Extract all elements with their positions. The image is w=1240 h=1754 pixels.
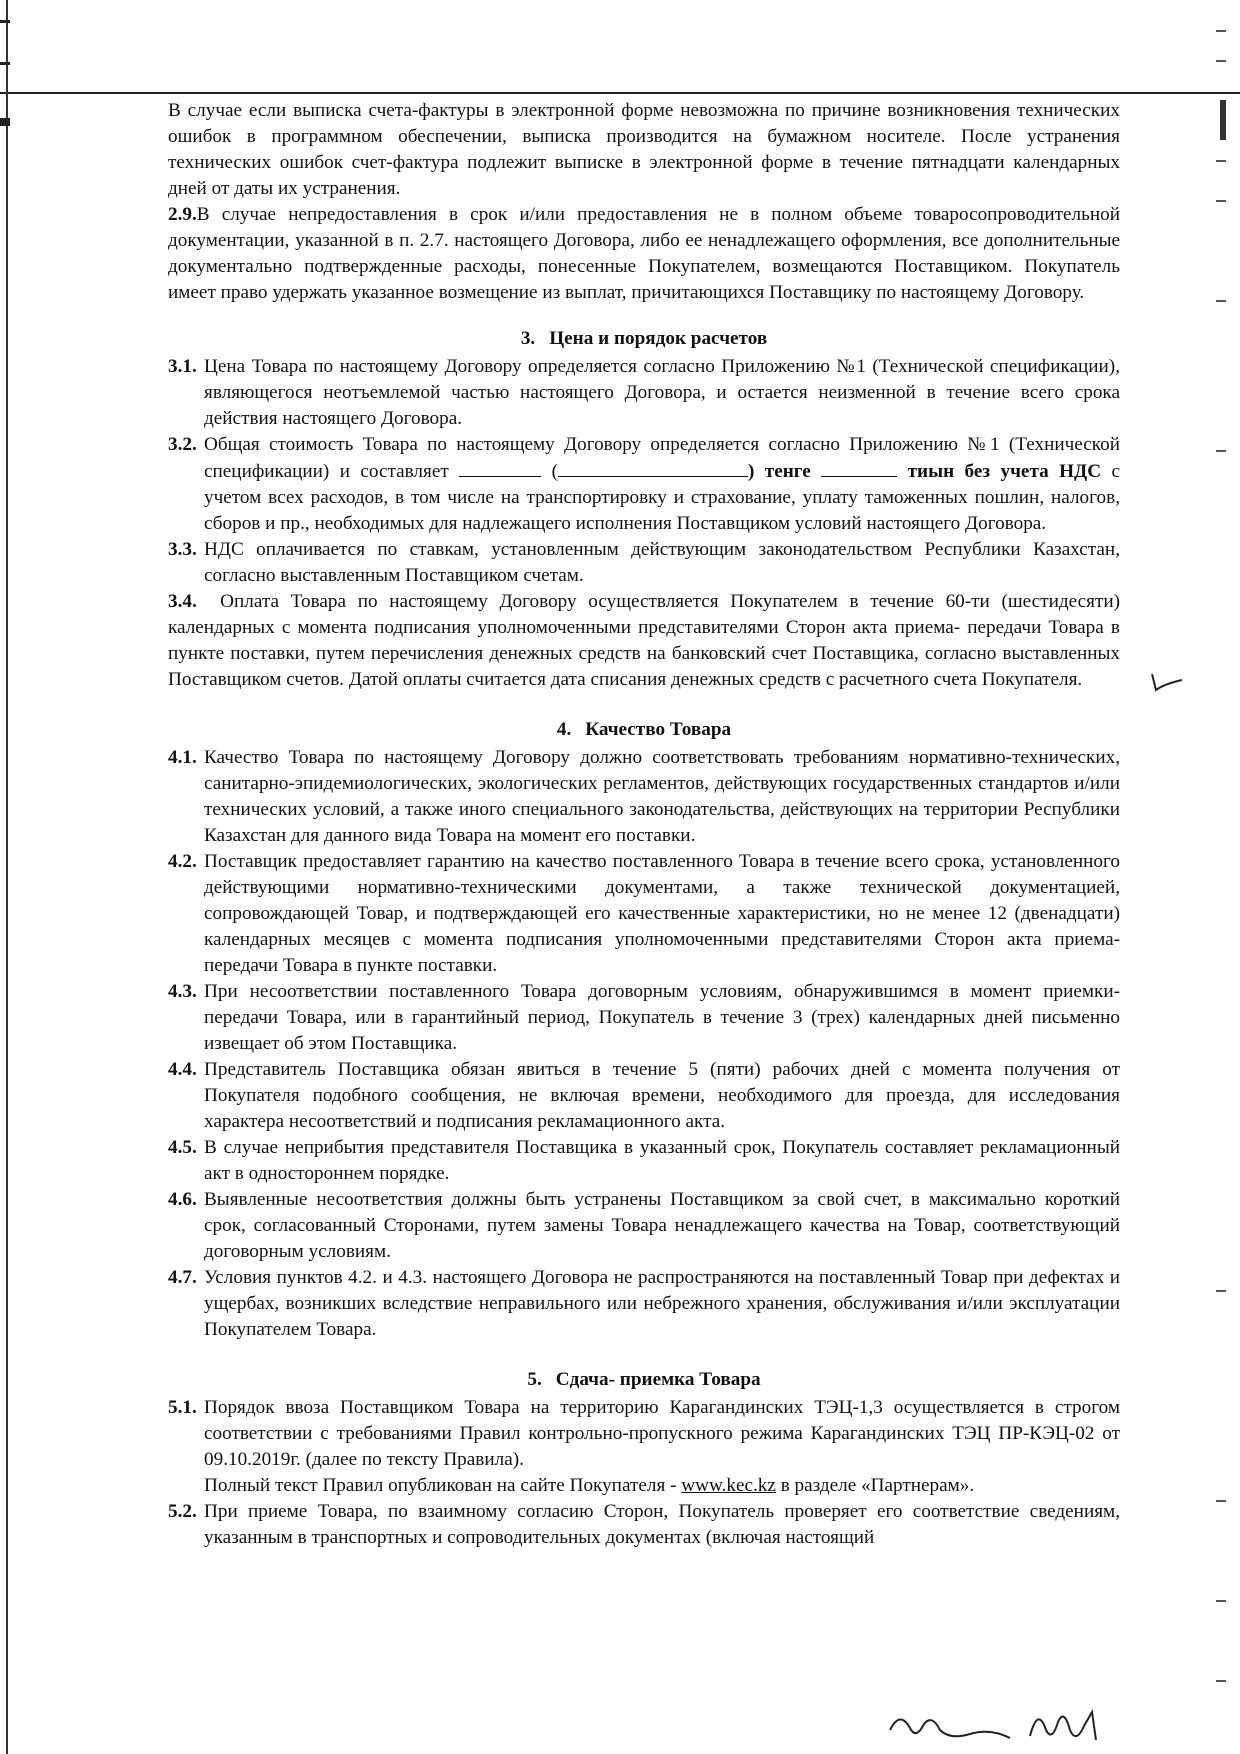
- scan-mark: [0, 118, 10, 126]
- clause-3-2: [168, 432, 1120, 537]
- clause-4-4: [168, 1057, 1120, 1135]
- paren-open: (: [551, 461, 558, 482]
- clause-text-part: Порядок ввоза Поставщиком Товара на территорию Карагандинских ТЭЦ-1,3 осуществляется в строгом соответствии с требованиями Правил контрольно-пропускного режима Карагандинских ТЭЦ ПР-КЭЦ-02 от 09.10.2019г. (далее по тексту Правила).: [204, 1397, 1120, 1470]
- clause-text: Выявленные несоответствия должны быть устранены Поставщиком за свой счет, в максимально короткий срок, согласованный Сторонами, путем замены Товара ненадлежащего качества на Товар, соответствующий договорным условиям.: [204, 1189, 1120, 1262]
- clause-text: Условия пунктов 4.2. и 4.3. настоящего Договора не распространяются на поставленный Товар при дефектах и ущербах, возникших вследствие неправильного или небрежного хранения, обслуживания и/или эксплуатации Покупателем Товара.: [204, 1267, 1120, 1340]
- clause-number: 3.2.: [168, 434, 197, 455]
- clause-5-2: [168, 1499, 1120, 1551]
- clause-number: 2.9.: [168, 204, 197, 225]
- initials-signature: [880, 1700, 1120, 1748]
- section-3-title: [168, 326, 1120, 352]
- clause-2-9: [168, 202, 1120, 306]
- scan-top-border: [0, 92, 1240, 94]
- clause-number: 4.6.: [168, 1189, 197, 1210]
- clause-text: Цена Товара по настоящему Договору определяется согласно Приложению №1 (Технической спецификации), являющегося неотъемлемой частью настоящего Договора, и остается неизменной в течение всего срока действия настоящего Договора.: [204, 356, 1120, 429]
- clause-4-3: [168, 979, 1120, 1057]
- clause-text-part: Полный текст Правил опубликован на сайте Покупателя -: [204, 1475, 677, 1496]
- clause-text: Поставщик предоставляет гарантию на качество поставленного Товара в течение всего срока, установленного действующими нормативно-техническими документами, а также технической документацией, сопровождающей Товар, и подтверждающей его качественные характеристики, но не менее 12 (двенадцати) календарных месяцев с момента подписания уполномоченными представителями Сторон акта приема-передачи Товара в пункте поставки.: [204, 851, 1120, 976]
- clause-3-3: [168, 537, 1120, 589]
- clause-4-5: [168, 1135, 1120, 1187]
- clause-text: В случае непредоставления в срок и/или предоставления не в полном объеме товаросопроводительной документации, указанной в п. 2.7. настоящего Договора, либо ее ненадлежащего оформления, все дополнительные документально подтвержденные расходы, понесенные Покупателем, возмещаются Поставщиком. Покупатель имеет право удержать указанное возмещение из выплат, причитающихся Поставщику по настоящему Договору.: [168, 204, 1120, 303]
- website-link[interactable]: www.kec.kz: [681, 1475, 776, 1496]
- scan-left-edge: [6, 0, 8, 1754]
- clause-text: При несоответствии поставленного Товара договорным условиям, обнаружившимся в момент приемки-передачи Товара, или в гарантийный период, Покупатель в течение 3 (трех) календарных дней письменно извещает об этом Поставщика.: [204, 981, 1120, 1054]
- vat-note: тиын без учета НДС: [907, 461, 1102, 482]
- clause-4-2: [168, 849, 1120, 979]
- amount-words-blank[interactable]: [558, 458, 748, 477]
- clause-text: Представитель Поставщика обязан явиться в течение 5 (пяти) рабочих дней с момента получения от Покупателя подобного сообщения, не включая времени, необходимого для проезда, для исследования характера несоответствий и подписания рекламационного акта.: [204, 1059, 1120, 1132]
- clause-3-4: [168, 589, 1120, 693]
- clause-number: 3.1.: [168, 356, 197, 377]
- amount-blank[interactable]: [459, 458, 541, 477]
- margin-tick-mark: [1150, 670, 1184, 694]
- scan-right-edge: [1206, 0, 1226, 1754]
- section-number: 4.: [556, 719, 572, 740]
- intro-paragraph: В случае если выписка счета-фактуры в электронной форме невозможна по причине возникновения технических ошибок в программном обеспечении, выписка производится на бумажном носителе. После устранения технических ошибок счет-фактура подлежит выписке в электронной форме в течение пятнадцати календарных дней от даты их устранения.: [168, 100, 1120, 199]
- section-title-text: Цена и порядок расчетов: [549, 328, 768, 349]
- clause-number: 3.4.: [168, 591, 197, 612]
- clause-number: 4.7.: [168, 1267, 197, 1288]
- clause-text: Качество Товара по настоящему Договору должно соответствовать требованиям нормативно-технических, санитарно-эпидемиологических, экологических регламентов, действующих государственных стандартов и/или технических условий, а также иного специального законодательства, действующих на территории Республики Казахстан для данного вида Товара на момент его поставки.: [204, 747, 1120, 846]
- clause-number: 4.2.: [168, 851, 197, 872]
- clause-number: 3.3.: [168, 539, 197, 560]
- section-5-title: [168, 1367, 1120, 1393]
- clause-5-1: [168, 1395, 1120, 1499]
- tiyn-blank[interactable]: [821, 458, 897, 477]
- section-title-text: Качество Товара: [585, 719, 732, 740]
- clause-3-1: [168, 354, 1120, 432]
- document-body: [168, 98, 1120, 1551]
- clause-text: В случае неприбытия представителя Поставщика в указанный срок, Покупатель составляет рекламационный акт в одностороннем порядке.: [204, 1137, 1120, 1184]
- scan-mark: [0, 62, 10, 65]
- currency-label: тенге: [764, 461, 811, 482]
- clause-text-part: Общая стоимость Товара по настоящему Договору определяется согласно Приложению №1 (Технической спецификации) и составляет: [204, 434, 1120, 482]
- clause-text: НДС оплачивается по ставкам, установленным действующим законодательством Республики Казахстан, согласно выставленным Поставщиком счетам.: [204, 539, 1120, 586]
- scan-mark: [0, 20, 10, 23]
- clause-number: 4.1.: [168, 747, 197, 768]
- paren-close: ): [747, 461, 755, 482]
- clause-number: 4.5.: [168, 1137, 197, 1158]
- section-title-text: Сдача- приемка Товара: [555, 1369, 761, 1390]
- clause-text: [204, 432, 1120, 537]
- section-number: 3.: [520, 328, 536, 349]
- clause-number: 4.3.: [168, 981, 197, 1002]
- clause-text: При приеме Товара, по взаимному согласию Сторон, Покупатель проверяет его соответствие сведениям, указанным в транспортных и сопроводительных документах (включая настоящий: [204, 1501, 1120, 1548]
- clause-text-part: в разделе «Партнерам».: [780, 1475, 975, 1496]
- clause-4-7: [168, 1265, 1120, 1343]
- clause-number: 4.4.: [168, 1059, 197, 1080]
- clause-text: Оплата Товара по настоящему Договору осуществляется Покупателем в течение 60-ти (шестидесяти) календарных с момента подписания уполномоченными представителями Сторон акта приема- передачи Товара в пункте поставки, путем перечисления денежных средств на банковский счет Поставщика, согласно выставленных Поставщиком счетов. Датой оплаты считается дата списания денежных средств с расчетного счета Покупателя.: [168, 591, 1120, 690]
- clause-number: 5.1.: [168, 1397, 197, 1418]
- clause-4-6: [168, 1187, 1120, 1265]
- section-number: 5.: [527, 1369, 542, 1390]
- clause-4-1: [168, 745, 1120, 849]
- clause-number: 5.2.: [168, 1501, 197, 1522]
- section-4-title: [168, 717, 1120, 743]
- clause-text: [204, 1395, 1120, 1499]
- clause-text-part: с учетом всех расходов, в том числе на транспортировку и страхование, уплату таможенных пошлин, налогов, сборов и пр., необходимых для надлежащего исполнения Поставщиком условий настоящего Договора.: [204, 461, 1121, 534]
